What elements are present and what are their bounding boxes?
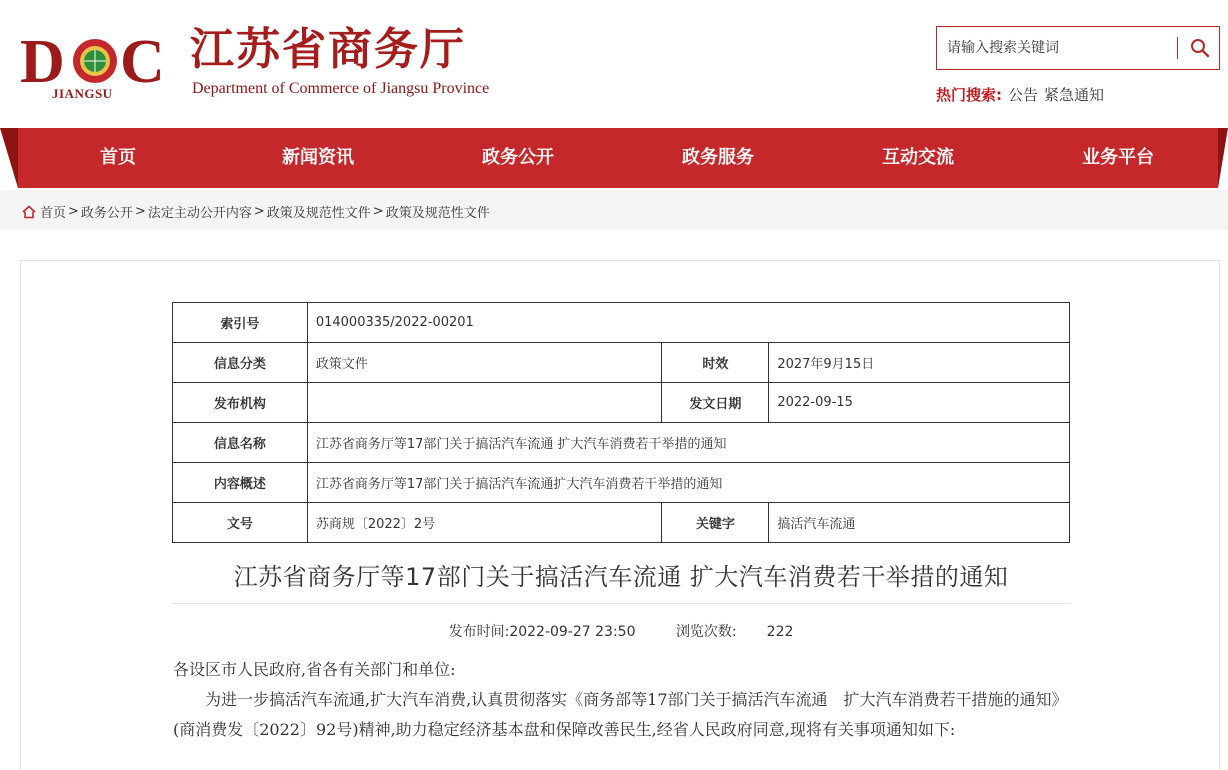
info-name-value: 江苏省商务厅等17部门关于搞活汽车流通 扩大汽车消费若干举措的通知: [307, 423, 1069, 463]
breadcrumb: [22, 202, 490, 221]
article-title: 江苏省商务厅等17部门关于搞活汽车流通 扩大汽车消费若干举措的通知: [233, 563, 1009, 591]
hot-search-item[interactable]: 紧急通知: [1044, 86, 1105, 104]
nav-item-gov-affairs[interactable]: 政务公开: [482, 147, 554, 168]
breadcrumb-separator: >: [134, 204, 146, 219]
nav-fold-left: [0, 128, 18, 188]
table-row: [173, 383, 1070, 423]
search-icon: [1190, 38, 1210, 58]
breadcrumb-bar: [0, 190, 1228, 230]
keyword-value: 搞活汽车流通: [769, 503, 1070, 543]
doc-number-value: 苏商规〔2022〕2号: [307, 503, 662, 543]
info-name-label: 信息名称: [173, 423, 308, 463]
breadcrumb-link-policy[interactable]: 政策及规范性文件: [266, 206, 371, 221]
validity-label: 时效: [662, 343, 769, 383]
publish-info: [21, 621, 1221, 641]
breadcrumb-separator: >: [68, 204, 79, 219]
svg-text:C: C: [120, 28, 165, 96]
category-label: 信息分类: [173, 343, 308, 383]
document-metadata-table: [172, 302, 1070, 543]
site-title: 江苏省商务厅: [190, 24, 466, 75]
doc-number-label: 文号: [173, 503, 308, 543]
index-number-value: 014000335/2022-00201: [307, 303, 1069, 343]
view-count: [676, 624, 793, 640]
home-icon: [22, 205, 36, 219]
table-row: [173, 423, 1070, 463]
issuer-value: [307, 383, 662, 423]
nav-item-business-platform[interactable]: 业务平台: [1082, 147, 1154, 168]
nav-fold-right: [1218, 128, 1228, 188]
search-input[interactable]: [947, 35, 1167, 61]
breadcrumb-separator: >: [253, 204, 265, 219]
search-divider: [1177, 37, 1178, 59]
nav-item-gov-services[interactable]: 政务服务: [682, 147, 754, 168]
article-paragraph: 为进一步搞活汽车流通,扩大汽车消费,认真贯彻落实《商务部等17部门关于搞活汽车流通 扩大汽车消费若干措施的通知》(商消费发〔2022〕92号)精神,助力稳定经济基本盘和保障改善民生,经省人民政府同意,现将有关事项通知如下:: [173, 690, 1068, 739]
table-row: [173, 503, 1070, 543]
validity-value: 2027年9月15日: [769, 343, 1070, 383]
index-number-label: 索引号: [173, 303, 308, 343]
search-box: [936, 26, 1220, 70]
issuer-label: 发布机构: [173, 383, 308, 423]
keyword-label: 关键字: [662, 503, 769, 543]
hot-search-label: 热门搜索:: [936, 86, 1002, 104]
article-body: [173, 655, 1071, 745]
breadcrumb-link-home[interactable]: 首页: [40, 206, 67, 221]
view-count-label: 浏览次数:: [675, 624, 737, 640]
breadcrumb-link-policy-current[interactable]: 政策及规范性文件: [385, 206, 490, 221]
nav-item-home[interactable]: 首页: [100, 147, 136, 168]
issue-date-value: 2022-09-15: [769, 383, 1070, 423]
nav-item-news[interactable]: 新闻资讯: [282, 147, 354, 168]
publish-time: [449, 624, 636, 640]
breadcrumb-link-gov-affairs[interactable]: 政务公开: [80, 206, 133, 221]
table-row: [173, 343, 1070, 383]
breadcrumb-link-statutory[interactable]: 法定主动公开内容: [147, 206, 252, 221]
breadcrumb-separator: >: [372, 204, 384, 219]
publish-time-label: 发布时间:: [448, 624, 510, 640]
article-salutation: 各设区市人民政府,省各有关部门和单位:: [173, 660, 456, 679]
svg-text:D: D: [20, 28, 65, 96]
nav-bar: [18, 128, 1218, 188]
table-row: [173, 303, 1070, 343]
summary-label: 内容概述: [173, 463, 308, 503]
view-count-value: 222: [766, 624, 794, 640]
hot-search-item[interactable]: 公告: [1008, 86, 1039, 104]
summary-value: 江苏省商务厅等17部门关于搞活汽车流通扩大汽车消费若干举措的通知: [307, 463, 1069, 503]
main-nav: [0, 128, 1228, 190]
content-card: [20, 260, 1220, 770]
search-button[interactable]: [1185, 33, 1215, 63]
issue-date-label: 发文日期: [662, 383, 769, 423]
publish-time-value: 2022-09-27 23:50: [509, 624, 636, 640]
logo-subtext: JIANGSU: [52, 86, 113, 101]
site-header: [0, 0, 1228, 128]
hot-search: [936, 84, 1104, 105]
table-row: [173, 463, 1070, 503]
nav-item-interaction[interactable]: 互动交流: [882, 147, 954, 168]
site-subtitle: Department of Commerce of Jiangsu Province: [192, 80, 490, 97]
title-divider: [171, 603, 1071, 604]
category-value: 政策文件: [307, 343, 662, 383]
